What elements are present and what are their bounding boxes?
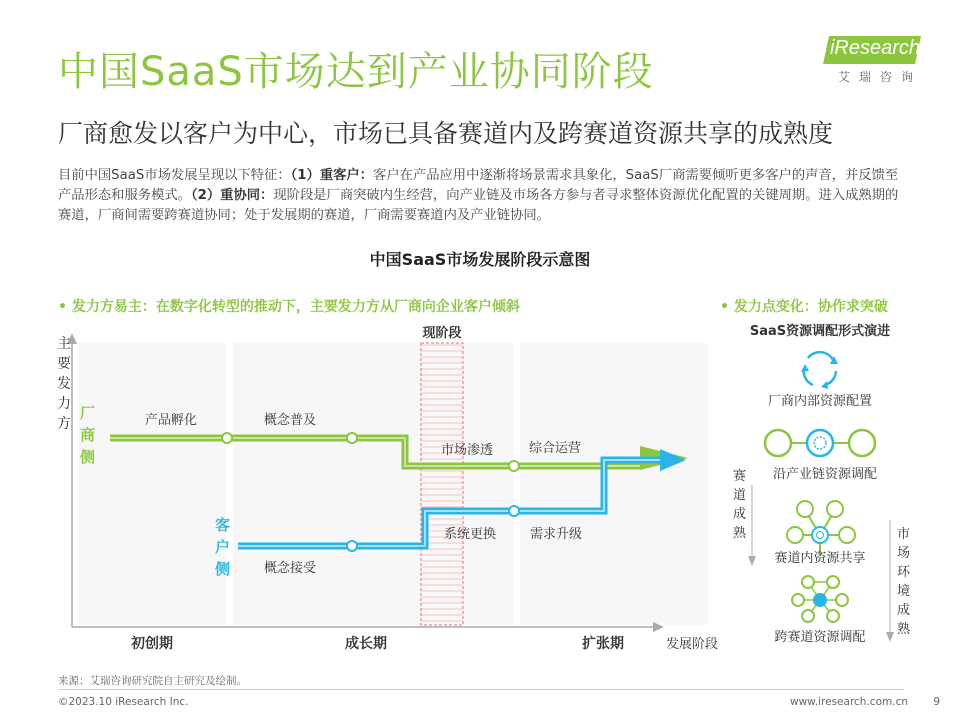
desc-intro: 目前中国SaaS市场发展呈现以下特征：: [58, 168, 291, 183]
left-bullet: • 发力方易主：在数字化转型的推动下，主要发力方从厂商向企业客户倾斜: [58, 299, 520, 315]
vendor-node: [347, 433, 357, 443]
market-char: 境: [897, 584, 911, 599]
x-axis-label: 发展阶段: [666, 637, 719, 652]
desc-p2-body: 现阶段是厂商突破内生经营，向产业链及市场各方参与者寻求整体资源优化配置的关键周期。进入成熟期的赛道，厂商间需要跨赛道协同；处于发展期的赛道，厂商需要赛道内及产业链协同。: [58, 188, 899, 223]
track-maturity-arrowhead: [748, 556, 756, 566]
track-char: 赛: [733, 469, 747, 484]
right-bullet: • 发力点变化：协作求突破: [720, 299, 888, 315]
evolution-item-3: 赛道内资源共享: [774, 551, 866, 566]
stage-startup: 初创期: [131, 636, 173, 652]
logo-brand: iResearch: [829, 37, 920, 59]
customer-node: [509, 506, 519, 516]
current-stage-area: [421, 343, 463, 625]
page-subtitle: 厂商愈发以客户为中心，市场已具备赛道内及跨赛道资源共享的成熟度: [58, 119, 834, 148]
customer-node: [347, 541, 357, 551]
desc-p1-head: （1）重客户：: [290, 168, 374, 183]
track-char: 道: [733, 488, 747, 503]
y-label-char: 力: [57, 396, 71, 412]
network-icon: [787, 501, 855, 556]
customer-side-label: [214, 516, 230, 578]
chain-icon: [765, 430, 875, 456]
market-char: 场: [897, 546, 911, 561]
logo-cn: 艾瑞咨询: [837, 70, 922, 84]
step-demand-upgrade: 需求升级: [530, 527, 583, 542]
market-maturity-arrowhead: [886, 632, 894, 642]
stage-box-startup: [78, 343, 226, 625]
cross-network-icon: [792, 576, 848, 622]
evolution-item-4: 跨赛道资源调配: [774, 630, 866, 645]
vendor-node: [222, 433, 232, 443]
stage-box-growth: [233, 343, 513, 625]
track-maturity-label: [733, 468, 747, 541]
step-product-incubation: 产品孵化: [145, 413, 198, 428]
y-label-char: 发: [57, 376, 71, 392]
stage-expansion: 扩张期: [582, 636, 624, 652]
customer-char: 侧: [215, 560, 231, 578]
stage-growth: 成长期: [345, 636, 387, 652]
copyright: ©2023.10 iResearch Inc.: [58, 696, 189, 708]
evolution-title: SaaS资源调配形式演进: [749, 324, 891, 339]
vendor-side-label: [79, 404, 95, 466]
step-concept-popularization: 概念普及: [264, 413, 317, 428]
footer-divider: [58, 689, 904, 690]
page-title: 中国SaaS市场达到产业协同阶段: [58, 49, 654, 95]
y-label-char: 主: [57, 336, 71, 352]
customer-char: 客: [215, 516, 231, 534]
y-label-char: 要: [57, 356, 71, 372]
market-char: 环: [897, 565, 911, 580]
market-maturity-label: [897, 527, 911, 637]
vendor-char: 厂: [80, 404, 96, 422]
track-char: 成: [733, 507, 747, 522]
stage-box-expansion: [520, 343, 708, 625]
step-system-replacement: 系统更换: [444, 527, 497, 542]
market-char: 成: [897, 603, 911, 618]
desc-p2-head: （2）重协同：: [190, 188, 274, 203]
vendor-char: 商: [80, 426, 96, 444]
vendor-char: 侧: [80, 448, 96, 466]
website-link[interactable]: www.iresearch.com.cn: [789, 696, 908, 708]
y-label-char: 方: [57, 416, 71, 432]
current-stage-label: 现阶段: [422, 326, 462, 341]
step-integrated-operation: 综合运营: [529, 441, 582, 456]
step-concept-acceptance: 概念接受: [264, 561, 317, 576]
vendor-node: [509, 461, 519, 471]
evolution-item-2: 沿产业链资源调配: [772, 467, 878, 482]
track-char: 熟: [733, 526, 747, 541]
source-note: 来源：艾瑞咨询研究院自主研究及绘制。: [58, 675, 247, 687]
y-axis-label: [57, 336, 71, 432]
step-market-penetration: 市场渗透: [441, 443, 494, 458]
desc-p1-body: 客户在产品应用中逐渐将场景需求具象化，SaaS厂商需要倾听更多客户的声音，并反馈至产品形态和服务模式。: [58, 168, 899, 203]
market-char: 熟: [897, 622, 911, 637]
cycle-icon: [801, 352, 838, 389]
customer-char: 户: [215, 538, 231, 556]
evolution-item-1: 厂商内部资源配置: [767, 394, 873, 409]
market-char: 市: [897, 527, 911, 542]
page-number: 9: [933, 696, 940, 708]
diagram-title: 中国SaaS市场发展阶段示意图: [369, 250, 591, 269]
